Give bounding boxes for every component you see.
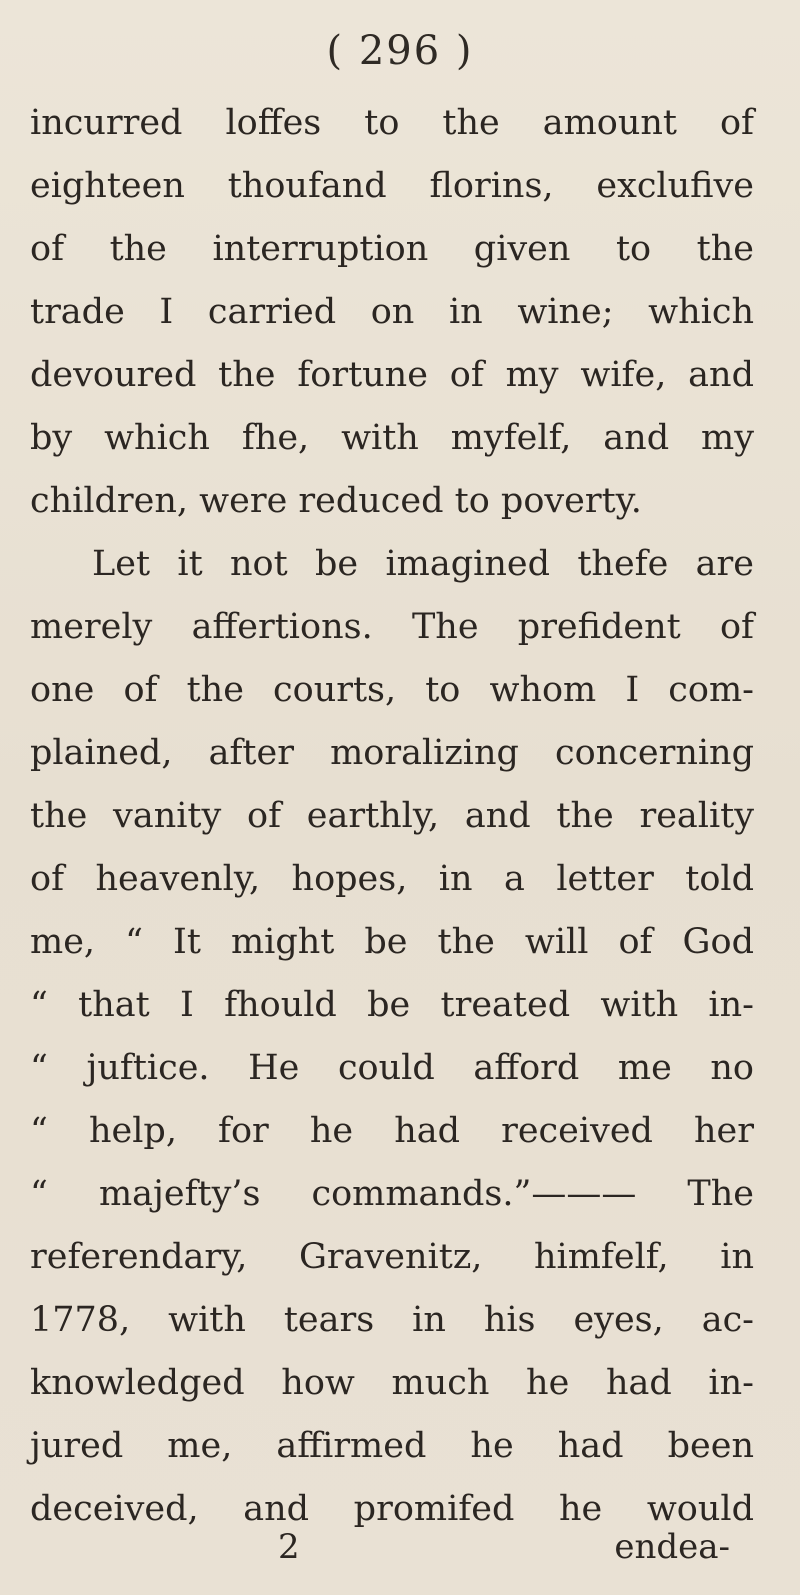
text-line: 1778, with tears in his eyes, ac- [30,1300,754,1340]
text-line: “ that I fhould be treated with in- [30,985,754,1025]
text-line: “ majefty’s commands.”——— The [30,1174,754,1214]
text-line: knowledged how much he had in- [30,1363,754,1403]
text-line: jured me, affirmed he had been [30,1426,754,1466]
text-line: deceived, and promifed he would [30,1489,754,1529]
text-line: by which fhe, with myfelf, and my [30,418,754,458]
text-line: of heavenly, hopes, in a letter told [30,859,754,899]
text-line: referendary, Gravenitz, himfelf, in [30,1237,754,1277]
text-line: one of the courts, to whom I com- [30,670,754,710]
text-line: plained, after moralizing concerning [30,733,754,773]
text-line: devoured the fortune of my wife, and [30,355,754,395]
text-line: “ juftice. He could afford me no [30,1048,754,1088]
text-line: me, “ It might be the will of God [30,922,754,962]
text-line: of the interruption given to the [30,229,754,269]
text-line: “ help, for he had received her [30,1111,754,1151]
text-line: children, were reduced to poverty. [30,481,642,521]
text-line: eighteen thoufand florins, exclufive [30,166,754,206]
page-number: ( 296 ) [326,28,474,74]
text-line: trade I carried on in wine; which [30,292,754,332]
catchword: endea- [614,1527,730,1567]
text-line: incurred loffes to the amount of [30,103,754,143]
body-text [30,92,754,1541]
text-line: merely affertions. The prefident of [30,607,754,647]
text-line: Let it not be imagined thefe are [92,544,754,584]
page-footer [0,1523,800,1571]
text-line: the vanity of earthly, and the reality [30,796,754,836]
signature-mark: 2 [278,1527,300,1567]
